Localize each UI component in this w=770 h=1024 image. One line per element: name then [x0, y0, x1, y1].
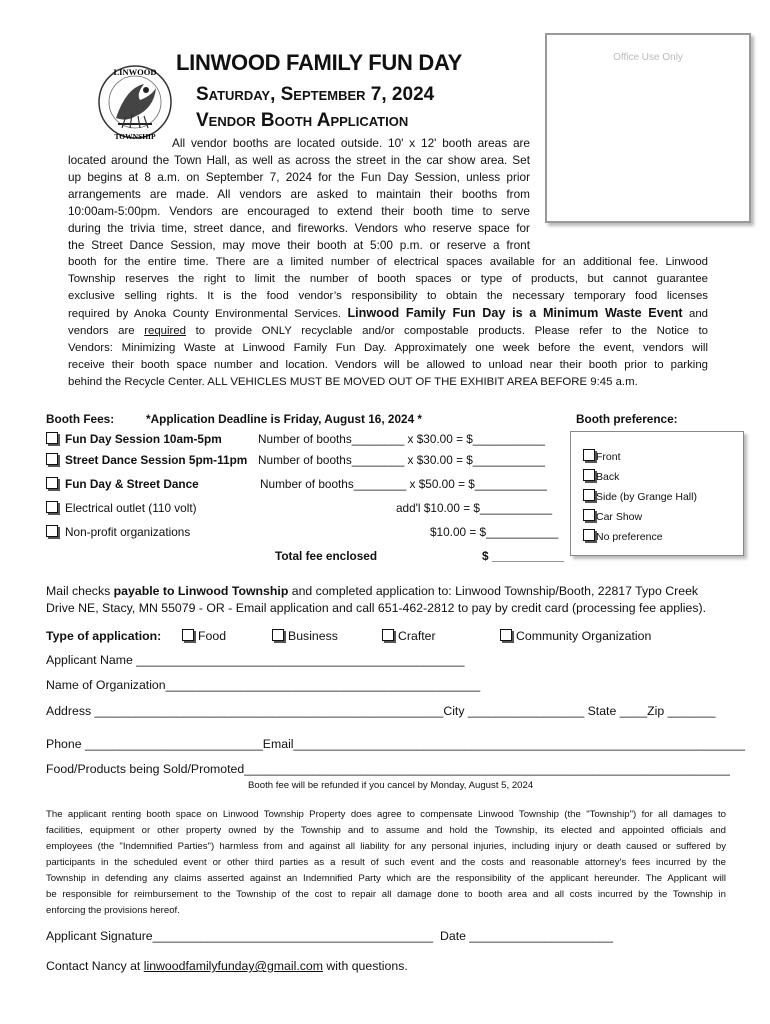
checkbox[interactable]	[46, 525, 58, 537]
intro-text: required by Anoka County Environmental Services.	[68, 308, 342, 320]
fee-row-qty[interactable]: $10.00 = $___________	[430, 525, 559, 539]
checkbox[interactable]	[46, 501, 58, 513]
mail-text: Mail checks	[46, 584, 111, 598]
fee-row-qty[interactable]: Number of booths________ x $30.00 = $___________	[258, 432, 545, 446]
intro-text: to provide ONLY recyclable and/or compostable products. Please refer to the Notice to	[195, 325, 709, 337]
date-field[interactable]: Date _____________________	[440, 929, 614, 943]
pref-side[interactable]	[583, 489, 697, 503]
page-title: LINWOOD FAMILY FUN DAY	[176, 50, 462, 75]
booth-preference-label: Booth preference:	[576, 412, 678, 426]
contact-email-link[interactable]: linwoodfamilyfunday@gmail.com	[143, 959, 323, 973]
fee-row-fun-day[interactable]	[46, 431, 222, 448]
contact-text: Contact Nancy at	[46, 959, 141, 973]
event-date: Saturday, September 7, 2024	[196, 84, 435, 105]
fee-row-nonprofit[interactable]	[46, 524, 190, 541]
intro-line: behind the Recycle Center. ALL VEHICLES MUST BE MOVED OUT OF THE EXHIBIT AREA BEFORE 9:45 a.m.	[68, 376, 638, 388]
logo-text-top: LINWOOD	[113, 67, 157, 77]
fee-row-label: Fun Day & Street Dance	[65, 477, 199, 491]
legal-line: enforcing the provisions hereof.	[46, 905, 180, 916]
booth-fees-label: Booth Fees:	[46, 412, 115, 426]
intro-line: All vendor booths are located outside. 10' x 12' booth areas are	[172, 136, 530, 150]
pref-back[interactable]	[583, 469, 619, 483]
legal-line: The applicant renting booth space on Linwood Township Property does agree to compensate Linwood Township (the "Township") for all damages to	[46, 809, 726, 820]
checkbox[interactable]	[583, 489, 595, 501]
intro-line: Vendors: Minimizing Waste at Linwood Family Fun Day. Approximately one week before the event, vendors will	[68, 342, 708, 354]
deadline-notice: *Application Deadline is Friday, August 16, 2024 *	[146, 412, 422, 426]
type-option-label: Food	[198, 629, 227, 643]
type-crafter[interactable]	[382, 628, 436, 645]
products-field[interactable]: Food/Products being Sold/Promoted_______________________________________________________________________	[46, 762, 730, 776]
pref-label: Front	[596, 451, 621, 463]
intro-line: during the trivia time, street dance, and fireworks. Vendors who reserve space for	[68, 221, 530, 235]
pref-label: Back	[596, 471, 620, 483]
type-business[interactable]	[272, 628, 338, 645]
fee-row-label: Street Dance Session 5pm-11pm	[65, 453, 248, 467]
mail-text: and completed application to: Linwood Township/Booth, 22817 Typo Creek	[291, 584, 699, 598]
total-fee-label: Total fee enclosed	[275, 549, 378, 563]
intro-line: located around the Town Hall, as well as across the street in the car show area. Set	[68, 153, 530, 167]
intro-text: vendors are	[68, 325, 135, 337]
intro-line: booth for the entire time. There are a limited number of electrical spaces available for an additional fee. Linwood	[68, 256, 708, 268]
type-label: Type of application:	[46, 629, 162, 643]
type-option-label: Community Organization	[516, 629, 652, 643]
pref-car-show[interactable]	[583, 509, 642, 523]
fee-row-electrical[interactable]	[46, 500, 197, 517]
checkbox[interactable]	[583, 469, 595, 481]
contact-text: with questions.	[326, 959, 408, 973]
organization-field[interactable]: Name of Organization______________________________________________	[46, 678, 481, 692]
intro-line	[68, 305, 708, 323]
pref-label: Side (by Grange Hall)	[596, 491, 697, 503]
pref-no-preference[interactable]	[583, 529, 663, 543]
checkbox[interactable]	[583, 449, 595, 461]
fee-row-qty[interactable]: Number of booths________ x $30.00 = $___________	[258, 453, 545, 467]
pref-label: Car Show	[596, 511, 643, 523]
checkbox[interactable]	[583, 509, 595, 521]
checkbox[interactable]	[500, 629, 512, 641]
type-food[interactable]	[182, 628, 226, 645]
checkbox[interactable]	[272, 629, 284, 641]
linwood-township-logo	[96, 58, 174, 146]
address-field[interactable]: Address ___________________________________________________City _________________ State ____Zip _______	[46, 704, 716, 718]
legal-line: Township in defending any claims asserted against an Indemnified Party which are the responsibility of the applicant hereunder. The Applicant will	[46, 873, 726, 884]
phone-email-field[interactable]: Phone __________________________Email__________________________________________________________________	[46, 737, 745, 751]
checkbox[interactable]	[46, 432, 58, 444]
fee-row-qty[interactable]: add'l $10.00 = $___________	[396, 501, 553, 515]
pref-front[interactable]	[583, 449, 621, 463]
intro-line: up begins at 8 a.m. on September 7, 2024 for the Fun Day Session, unless prior	[68, 170, 530, 184]
checkbox[interactable]	[46, 477, 58, 489]
office-use-label: Office Use Only	[613, 52, 683, 63]
intro-line: the Street Dance Session, may move their booth at 5:00 p.m. or reserve a front	[68, 238, 530, 252]
intro-line: receive their booth space number and location. Vendors will be allowed to unload near their booth prior to parking	[68, 359, 708, 371]
legal-line: employees (the "Indemnified Parties") harmless from and against all liability for any personal injuries, including injury or death caused or suffered by	[46, 841, 726, 852]
signature-field[interactable]: Applicant Signature_________________________________________	[46, 929, 434, 943]
fee-row-both[interactable]	[46, 476, 199, 493]
checkbox[interactable]	[182, 629, 194, 641]
minimum-waste-notice: Linwood Family Fun Day is a Minimum Waste Event	[347, 306, 683, 320]
booth-preference-box	[570, 431, 744, 556]
intro-line: Township reserves the right to limit the number of booth spaces or type of products, but cannot guarantee	[68, 273, 708, 285]
intro-text: and	[688, 308, 708, 320]
total-fee-field[interactable]: $ ___________	[482, 549, 565, 563]
intro-line: 10:00am-5:00pm. Vendors are encouraged to extend their booth time to serve	[68, 204, 530, 218]
mail-line-2: Drive NE, Stacy, MN 55079 - OR - Email application and call 651-462-2812 to pay by credit card (processing fee applies).	[46, 601, 707, 615]
page-subtitle: Vendor Booth Application	[196, 110, 409, 131]
office-use-box	[545, 33, 751, 223]
logo-text-bottom: TOWNSHIP	[114, 132, 156, 141]
fee-row-label: Non-profit organizations	[65, 525, 191, 539]
fee-row-label: Electrical outlet (110 volt)	[65, 501, 197, 515]
legal-line: be responsible for reimbursement to the Township of the cost to repair all damage done to booth area and all costs incurred by the Township in	[46, 889, 726, 900]
fee-row-label: Fun Day Session 10am-5pm	[65, 432, 222, 446]
applicant-name-field[interactable]: Applicant Name ________________________________________________	[46, 653, 465, 667]
pref-label: No preference	[596, 531, 663, 543]
intro-line: arrangements are made. All vendors are asked to maintain their booths from	[68, 187, 530, 201]
checkbox[interactable]	[583, 529, 595, 541]
fee-row-qty[interactable]: Number of booths________ x $50.00 = $___________	[260, 477, 547, 491]
required-text: required	[144, 325, 186, 337]
checkbox[interactable]	[46, 453, 58, 465]
intro-line: exclusive selling rights. It is the food vendor’s responsibility to obtain the necessary temporary food licenses	[68, 290, 708, 302]
legal-line: participants in the scheduled event or other third parties as a result of such event and the costs and reasonable attorney's fees incurred by the	[46, 857, 726, 868]
payable-to: payable to Linwood Township	[113, 584, 289, 598]
type-option-label: Business	[288, 629, 338, 643]
type-community[interactable]	[500, 628, 651, 645]
type-option-label: Crafter	[398, 629, 436, 643]
contact-line	[46, 958, 408, 975]
intro-line	[68, 323, 708, 340]
legal-line: facilities, equipment or other property owned by the Township and to assume and hold the Township, its elected and appointed officials and	[46, 825, 726, 836]
refund-notice: Booth fee will be refunded if you cancel by Monday, August 5, 2024	[248, 780, 534, 791]
fee-row-street-dance[interactable]	[46, 452, 247, 469]
mail-line-1	[46, 583, 698, 600]
checkbox[interactable]	[382, 629, 394, 641]
